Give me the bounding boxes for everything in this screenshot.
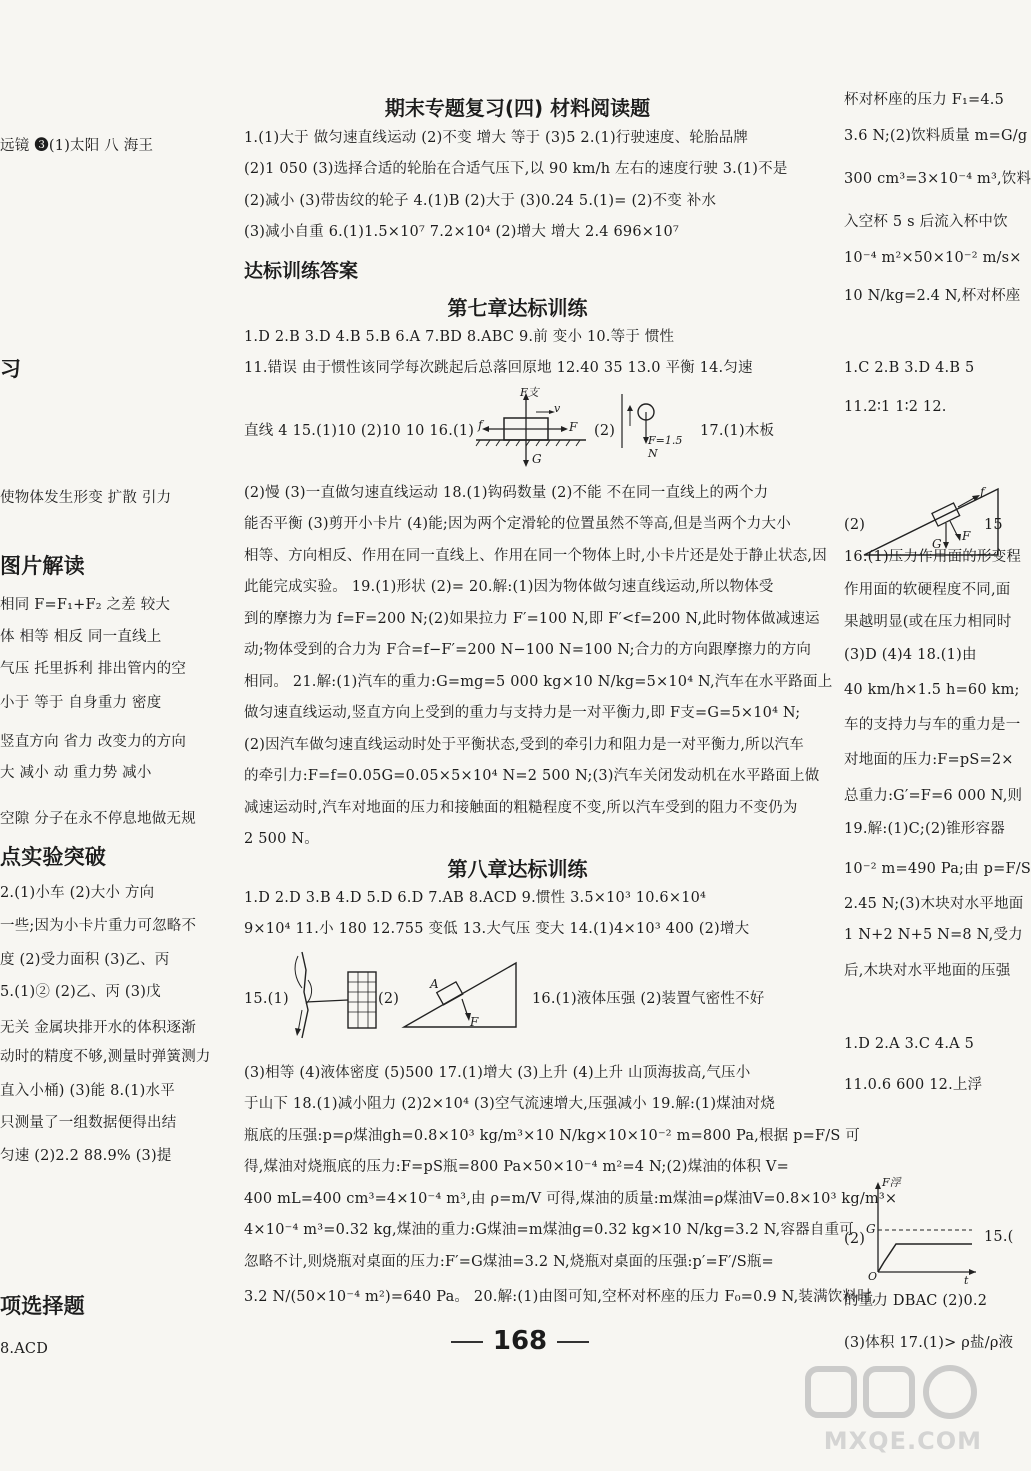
label-f-right: f [980,485,985,499]
answers-heading: 达标训练答案 [244,260,359,282]
ch7-line: 做匀速直线运动,竖直方向上受到的重力与支持力是一对平衡力,即 F支=G=5×10⁴ N; [244,705,801,721]
ch8-line: 4×10⁻⁴ m³=0.32 kg,煤油的重力:G煤油=m煤油g=0.32 kg×10 N/kg=3.2 N,容器自重可 [244,1222,854,1238]
right-line: 果越明显(或在压力相同时 [844,614,1012,630]
left-heading: 图片解读 [0,554,85,578]
left-line: 只测量了一组数据便得出结 [0,1115,177,1131]
left-line: 竖直方向 省力 改变力的方向 [0,734,187,750]
ch8-line: 3.2 N/(50×10⁻⁴ m²)=640 Pa。 20.解:(1)由图可知,空杯对杯座的压力 F₀=0.9 N,装满饮料时, [244,1289,877,1305]
left-line: 空隙 分子在永不停息地做无规 [0,811,196,827]
ch7-fig2-label: (2) [594,423,616,439]
force-diagram-block [476,386,586,470]
ch7-line: 动;物体受到的合力为 F合=f−F′=200 N−100 N=100 N;合力的方向跟摩擦力的方向 [244,642,812,658]
right-line: 作用面的软硬程度不同,面 [844,582,1011,598]
ch7-line: 直线 4 15.(1)10 (2)10 10 16.(1) [244,423,475,439]
mid-line: (2)1 050 (3)选择合适的轮胎在合适气压下,以 90 km/h 左右的速度行驶 3.(1)不是 [244,161,788,177]
left-line: 2.(1)小车 (2)大小 方向 [0,885,155,901]
right-line: 40 km/h×1.5 h=60 km; [844,682,1020,698]
left-line: 相同 F=F₁+F₂ 之差 较大 [0,597,171,613]
ch7-line: 此能完成实验。 19.(1)形状 (2)= 20.解:(1)因为物体做匀速直线运动,所以物体受 [244,579,774,595]
right-line: (2) [844,517,866,533]
right-line: 16.(1)压力作用面的形变程 [844,549,1022,565]
label-G-graph: G [866,1222,876,1236]
right-line: (3)D (4)4 18.(1)由 [844,647,977,663]
right-line: (3)体积 17.(1)> ρ盐/ρ液 [844,1335,1014,1351]
right-line: 11.2∶1 1∶2 12. [844,399,947,415]
left-line: 大 减小 动 重力势 减小 [0,765,152,781]
ch7-line: (2)因汽车做匀速直线运动时处于平衡状态,受到的牵引力和阻力是一对平衡力,所以汽车 [244,737,804,753]
ch8-line: 9×10⁴ 11.小 180 12.755 变低 13.大气压 变大 14.(1)4×10³ 400 (2)增大 [244,921,750,937]
mid-line: 1.(1)大于 做匀速直线运动 (2)不变 增大 等于 (3)5 2.(1)行驶速度、轮胎品牌 [244,130,749,146]
right-line: 的重力 DBAC (2)0.2 [844,1293,988,1309]
ch8-fig2-label: (2) [378,991,400,1007]
left-column [0,0,222,1471]
ch7-line: (2)慢 (3)一直做匀速直线运动 18.(1)钩码数量 (2)不能 不在同一直线上的两个力 [244,485,769,501]
watermark-logo-icon [800,1361,990,1431]
right-fig-number: 15 [984,517,1003,533]
right-line: 车的支持力与车的重力是一 [844,717,1021,733]
right-line: 1.C 2.B 3.D 4.B 5 [844,360,975,376]
fig-buoyancy-graph [866,1176,978,1287]
watermark-text: MXQE.COM [823,1427,982,1455]
left-heading: 习 [0,357,22,381]
left-line: 8.ACD [0,1341,49,1357]
right-column [838,0,1031,1471]
right-line: 杯对杯座的压力 F₁=4.5 [844,92,1004,108]
ch8-line: 忽略不计,则烧瓶对桌面的压力:F′=G煤油=3.2 N,烧瓶对桌面的压强:p′=F′/S瓶= [244,1254,774,1270]
right-line: 对地面的压力:F=pS=2× [844,752,1014,768]
ch7-q17-label: 17.(1)木板 [700,423,775,439]
ch7-line: 的牵引力:F=f=0.05G=0.05×5×10⁴ N=2 500 N;(3)汽车关闭发动机在水平路面上做 [244,768,820,784]
ch7-line: 2 500 N。 [244,831,319,847]
right-line: 1.D 2.A 3.C 4.A 5 [844,1036,975,1052]
left-line: 无关 金属块排开水的体积逐渐 [0,1020,196,1036]
left-line: 一些;因为小卡片重力可忽略不 [0,918,197,934]
right-line: 10⁻⁴ m²×50×10⁻² m/s× [844,250,1022,266]
label-v: v [554,402,561,415]
ch8-line: 15.(1) [244,991,289,1007]
ch8-line: 1.D 2.D 3.B 4.D 5.D 6.D 7.AB 8.ACD 9.惯性 3.5×10³ 10.6×10⁴ [244,890,707,906]
watermark [800,1361,990,1461]
left-line: 度 (2)受力面积 (3)乙、丙 [0,952,170,968]
left-line: 气压 托里拆利 排出管内的空 [0,661,187,677]
mid-line: (3)减小自重 6.(1)1.5×10⁷ 7.2×10⁴ (2)增大 增大 2.4 696×10⁷ [244,224,680,240]
right-q15-label: 15.( [984,1229,1014,1245]
fig-incline [402,955,520,1033]
ch7-line: 11.错误 由于惯性该同学每次跳起后总落回原地 12.40 35 13.0 平衡 14.匀速 [244,360,753,376]
left-heading: 点实验突破 [0,845,106,869]
right-line: 10 N/kg=2.4 N,杯对杯座 [844,288,1021,304]
left-line: 使物体发生形变 扩散 引力 [0,490,172,506]
label-A: A [430,977,439,991]
label-F: F [569,420,578,434]
label-F-incline: F [470,1015,479,1029]
ch7-line: 相同。 21.解:(1)汽车的重力:G=mg=5 000 kg×10 N/kg=5×10⁴ N,汽车在水平路面上 [244,674,833,690]
ch7-line: 到的摩擦力为 f=F=200 N;(2)如果拉力 F′=100 N,即 F′<f=200 N,此时物体做减速运 [244,611,820,627]
ch8-line: 得,煤油对烧瓶底的压力:F=pS瓶=800 Pa×50×10⁻⁴ m²=4 N;(2)煤油的体积 V= [244,1159,789,1175]
label-t: t [964,1274,969,1287]
ch8-line: 瓶底的压强:p=ρ煤油gh=0.8×10³ kg/m³×10 N/kg×10×10⁻² m=800 Pa,根据 p=F/S 可 [244,1128,861,1144]
label-G-right: G [932,537,942,551]
left-line: 体 相等 相反 同一直线上 [0,629,162,645]
chapter8-title: 第八章达标训练 [447,857,588,881]
right-line: 入空杯 5 s 后流入杯中饮 [844,214,1008,230]
right-line: 2.45 N;(3)木块对水平地面 [844,896,1024,912]
right-line: 19.解:(1)C;(2)锥形容器 [844,821,1005,837]
ch7-line: 相等、方向相反、作用在同一直线上、作用在同一个物体上时,小卡片还是处于静止状态,因 [244,548,827,564]
left-line: 直入小桶) (3)能 8.(1)水平 [0,1083,175,1099]
label-f-support: F支 [520,386,539,399]
ch8-line: 于山下 18.(1)减小阻力 (2)2×10⁴ (3)空气流速增大,压强减小 19.解:(1)煤油对烧 [244,1096,776,1112]
label-Fb: F浮 [882,1176,901,1189]
left-line: 5.(1)② (2)乙、丙 (3)戊 [0,984,161,1000]
label-F-right: F [962,529,971,543]
left-line: 小于 等于 自身重力 密度 [0,695,162,711]
label-F-eq: F=1.5 N [648,434,683,460]
left-line: 动时的精度不够,测量时弹簧测力 [0,1049,211,1065]
ch7-line: 减速运动时,汽车对地面的压力和接触面的粗糙程度不变,所以汽车受到的阻力不变仍为 [244,800,798,816]
right-line: 300 cm³=3×10⁻⁴ m³,饮料 [844,171,1031,187]
page-number [440,1326,600,1356]
label-G: G [532,452,542,466]
ch7-line: 1.D 2.B 3.D 4.B 5.B 6.A 7.BD 8.ABC 9.前 变小 10.等于 惯性 [244,329,675,345]
ch7-line: 能否平衡 (3)剪开小卡片 (4)能;因为两个定滑轮的位置虽然不等高,但是当两个力大小 [244,516,791,532]
right-line: 3.6 N;(2)饮料质量 m=G/g [844,128,1028,144]
page-number-text: 168 [492,1326,548,1356]
right-line: 1 N+2 N+5 N=8 N,受力 [844,927,1023,943]
label-f: f [478,418,483,432]
ch8-line: 400 mL=400 cm³=4×10⁻⁴ m³,由 ρ=m/V 可得,煤油的质量:m煤油=ρ煤油V=0.8×10³ kg/m³× [244,1191,898,1207]
mid-line: (2)减小 (3)带齿纹的轮子 4.(1)B (2)大于 (3)0.24 5.(1)= (2)不变 补水 [244,193,717,209]
right-line: 10⁻² m=490 Pa;由 p=F/S [844,861,1031,877]
right-line: 后,木块对水平地面的压强 [844,963,1011,979]
chapter7-title: 第七章达标训练 [447,296,588,320]
ch8-q16-label: 16.(1)液体压强 (2)装置气密性不好 [532,991,765,1007]
section-title: 期末专题复习(四) 材料阅读题 [384,96,651,120]
right-line: 总重力:G′=F=6 000 N,则 [844,788,1023,804]
label-O: O [868,1270,878,1283]
right-line: 11.0.6 600 12.上浮 [844,1077,983,1093]
left-line: 远镜 ❸(1)太阳 八 海王 [0,138,154,154]
force-diagram-ball [618,392,688,460]
left-line: 匀速 (2)2.2 88.9% (3)提 [0,1148,172,1164]
left-heading: 项选择题 [0,1294,85,1318]
right-line: (2) [844,1231,866,1247]
ch8-line: (3)相等 (4)液体密度 (5)500 17.(1)增大 (3)上升 (4)上升 山顶海拔高,气压小 [244,1065,751,1081]
